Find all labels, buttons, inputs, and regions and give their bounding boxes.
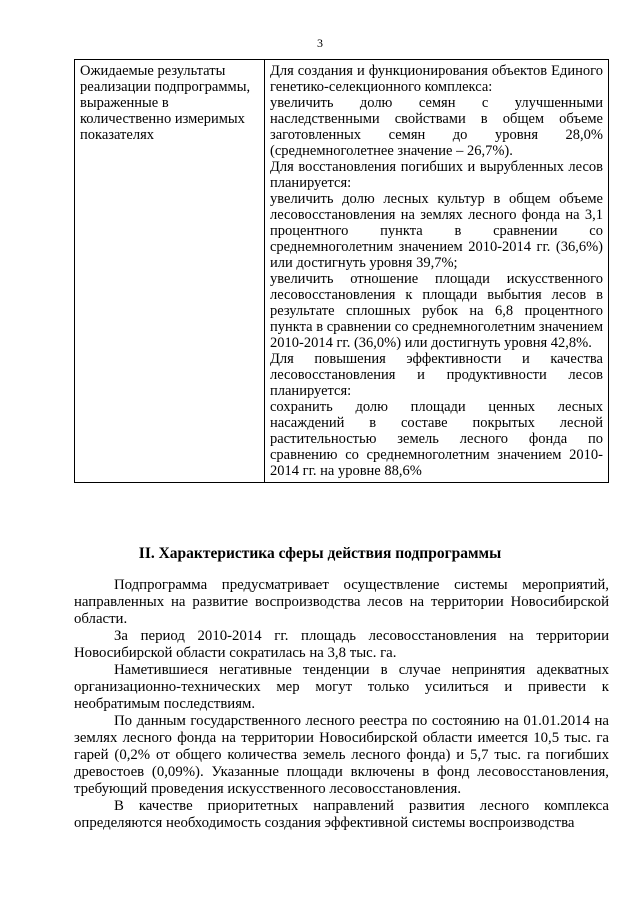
page-number: 3 (317, 36, 323, 50)
table-content-paragraph: Для повышения эффективности и качества лесовосстановления и продуктивности лесов планируется: (270, 351, 603, 399)
section-body (74, 577, 609, 832)
table-content-paragraph: увеличить долю семян с улучшенными наследственными свойствами в общем объеме заготовленных семян до уровня 28,0% (среднемноголетнее значение – 26,7%). (270, 95, 603, 159)
body-paragraph: По данным государственного лесного реестра по состоянию на 01.01.2014 на землях лесного фонда на территории Новосибирской области имеется 10,5 тыс. га гарей (0,2% от общего количества земель лесного фонда) и 5,7 тыс. га погибших древостоев (0,09%). Указанные площади включены в фонд лесовосстановления, требующий проведения искусственного лесовосстановления. (74, 713, 609, 797)
table-content-paragraph: сохранить долю площади ценных лесных насаждений в составе покрытых лесной растительностью земель лесного фонда по сравнению со среднемноголетним значением 2010-2014 гг. на уровне 88,6% (270, 399, 603, 479)
table-content-cell (265, 60, 609, 483)
body-paragraph: Подпрограмма предусматривает осуществление системы мероприятий, направленных на развитие воспроизводства лесов на территории Новосибирской области. (74, 577, 609, 627)
body-paragraph: Наметившиеся негативные тенденции в случае непринятия адекватных организационно-технических мер могут только усилиться и привести к необратимым последствиям. (74, 662, 609, 712)
table-content-paragraph: увеличить долю лесных культур в общем объеме лесовосстановления на землях лесного фонда на 3,1 процентного пункта в сравнении со среднемноголетним значением 2010-2014 гг. (36,6%) или достигнуть уровня 39,7%; (270, 191, 603, 271)
table-content-paragraph: Для создания и функционирования объектов Единого генетико-селекционного комплекса: (270, 63, 603, 95)
body-paragraph: В качестве приоритетных направлений развития лесного комплекса определяются необходимость создания эффективной системы воспроизводства (74, 798, 609, 831)
table-content-paragraph: увеличить отношение площади искусственного лесовосстановления к площади выбытия лесов в результате сплошных рубок на 6,8 процентного пункта в сравнении со среднемноголетним значением 2010-2014 гг. (36,0%) или достигнуть уровня 42,8%. (270, 271, 603, 351)
body-paragraph: За период 2010-2014 гг. площадь лесовосстановления на территории Новосибирской области сократилась на 3,8 тыс. га. (74, 628, 609, 661)
expected-results-table (74, 59, 609, 483)
table-content-paragraph: Для восстановления погибших и вырубленных лесов планируется: (270, 159, 603, 191)
table-row (75, 60, 609, 483)
section-heading: II. Характеристика сферы действия подпрограммы (138, 545, 502, 562)
table-label-cell: Ожидаемые результаты реализации подпрограммы, выраженные в количественно измеримых показателях (75, 60, 265, 483)
